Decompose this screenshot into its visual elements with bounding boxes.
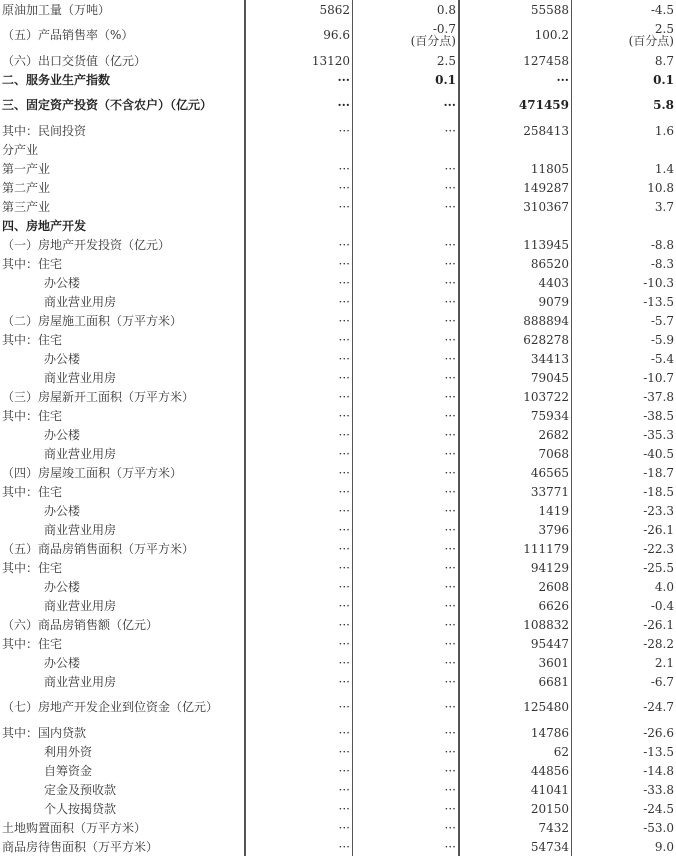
cumulative-growth: -5.7: [650, 313, 674, 328]
cumulative-growth: -0.4: [650, 598, 674, 613]
row-label: 第三产业: [2, 199, 51, 214]
table-row: [0, 330, 676, 349]
month-value: ···: [245, 634, 353, 653]
month-value: ···: [245, 368, 353, 387]
month-growth: ···: [353, 178, 460, 197]
month-growth: [353, 140, 460, 159]
month-value: ···: [245, 89, 353, 121]
cumulative-growth: -26.6: [643, 725, 674, 740]
cumulative-value: 100.2: [459, 19, 572, 51]
month-value: ···: [245, 761, 353, 780]
cumulative-value: 149287: [459, 178, 572, 197]
row-label: 商业营业用房: [44, 674, 117, 689]
month-growth: ···: [353, 235, 460, 254]
month-growth: ···: [353, 653, 460, 672]
row-label: 第一产业: [2, 161, 51, 176]
month-growth: ···: [353, 330, 460, 349]
month-growth: ···: [353, 761, 460, 780]
row-label: 其中：住宅: [2, 484, 63, 499]
cumulative-value: 103722: [459, 387, 572, 406]
month-value: ···: [245, 159, 353, 178]
cumulative-growth: -8.8: [650, 237, 674, 252]
month-value: ···: [245, 235, 353, 254]
table-row: [0, 501, 676, 520]
month-value: ···: [245, 780, 353, 799]
cumulative-growth: 1.6: [654, 123, 674, 138]
month-growth: ···: [353, 691, 460, 723]
table-row: [0, 818, 676, 837]
month-growth: ···: [353, 539, 460, 558]
cumulative-value: 4403: [459, 273, 572, 292]
row-label: （五）商品房销售面积（万平方米）: [2, 541, 195, 556]
table-row: [0, 615, 676, 634]
cumulative-value: 2608: [459, 577, 572, 596]
month-growth: ···: [353, 501, 460, 520]
cumulative-growth: -8.3: [650, 256, 674, 271]
row-label: （三）房屋新开工面积（万平方米）: [2, 389, 195, 404]
month-growth: ···: [353, 406, 460, 425]
row-label: 其中：住宅: [2, 560, 63, 575]
table-row: [0, 254, 676, 273]
row-label: 其中：民间投资: [2, 123, 87, 138]
table-row: [0, 463, 676, 482]
month-growth: ···: [353, 482, 460, 501]
row-label: 商业营业用房: [44, 522, 117, 537]
cumulative-value: [459, 140, 572, 159]
row-label: 分产业: [2, 142, 39, 157]
month-growth: ···: [353, 634, 460, 653]
month-growth: ···: [353, 520, 460, 539]
row-label: 办公楼: [44, 351, 81, 366]
month-growth: ···: [353, 254, 460, 273]
month-growth: ···: [353, 672, 460, 691]
row-label: 二、服务业生产指数: [2, 72, 111, 87]
month-growth: ···: [353, 463, 460, 482]
table-row: [0, 406, 676, 425]
month-growth: ···: [353, 121, 460, 140]
month-value: ···: [245, 742, 353, 761]
cumulative-growth-unit: (百分点): [628, 34, 674, 48]
table-row: [0, 761, 676, 780]
cumulative-growth: -4.5: [650, 2, 674, 17]
month-value: ···: [245, 539, 353, 558]
cumulative-value: 79045: [459, 368, 572, 387]
month-value: ···: [245, 273, 353, 292]
table-row: [0, 159, 676, 178]
table-row: [0, 349, 676, 368]
month-value: ···: [245, 444, 353, 463]
month-value: ···: [245, 311, 353, 330]
cumulative-value: 258413: [459, 121, 572, 140]
cumulative-value: 11805: [459, 159, 572, 178]
table-row: [0, 799, 676, 818]
table-row: [0, 780, 676, 799]
cumulative-growth: [572, 216, 676, 235]
table-row: [0, 723, 676, 742]
cumulative-growth: -18.7: [643, 465, 674, 480]
table-row: [0, 425, 676, 444]
cumulative-value: 54734: [459, 837, 572, 856]
row-label: 原油加工量（万吨）: [2, 2, 111, 17]
cumulative-value: 3796: [459, 520, 572, 539]
table-row: [0, 742, 676, 761]
cumulative-growth: -14.8: [643, 763, 674, 778]
row-label: 办公楼: [44, 275, 81, 290]
month-value: ···: [245, 121, 353, 140]
cumulative-growth: -25.5: [643, 560, 674, 575]
table-row: [0, 273, 676, 292]
month-value: ···: [245, 596, 353, 615]
month-growth: ···: [353, 723, 460, 742]
cumulative-growth: 10.8: [647, 180, 674, 195]
cumulative-growth: -6.7: [650, 674, 674, 689]
month-value: ···: [245, 197, 353, 216]
month-value: ···: [245, 254, 353, 273]
month-value: 5862: [245, 0, 353, 19]
month-growth: ···: [353, 818, 460, 837]
cumulative-growth: -10.3: [643, 275, 674, 290]
cumulative-value: 628278: [459, 330, 572, 349]
cumulative-value: 95447: [459, 634, 572, 653]
row-label: 第二产业: [2, 180, 51, 195]
row-label: 自筹资金: [44, 763, 93, 778]
cumulative-growth: -37.8: [643, 389, 674, 404]
cumulative-value: 7068: [459, 444, 572, 463]
cumulative-value: 46565: [459, 463, 572, 482]
month-growth: ···: [353, 425, 460, 444]
month-growth: ···: [353, 273, 460, 292]
cumulative-value: 9079: [459, 292, 572, 311]
cumulative-value: 888894: [459, 311, 572, 330]
month-value: ···: [245, 387, 353, 406]
cumulative-value: 125480: [459, 691, 572, 723]
month-growth: ···: [353, 311, 460, 330]
row-label: （七）房地产开发企业到位资金（亿元）: [2, 700, 219, 714]
row-label: 其中：住宅: [2, 408, 63, 423]
table-row: [0, 216, 676, 235]
row-label: 其中：住宅: [2, 332, 63, 347]
row-label: 商业营业用房: [44, 370, 117, 385]
cumulative-growth: 2.1: [654, 655, 674, 670]
cumulative-growth: -5.4: [650, 351, 674, 366]
month-value: ···: [245, 178, 353, 197]
month-growth: [353, 19, 460, 51]
cumulative-value: 41041: [459, 780, 572, 799]
cumulative-value: 113945: [459, 235, 572, 254]
cumulative-growth: -22.3: [643, 541, 674, 556]
table-row: [0, 672, 676, 691]
cumulative-value: 44856: [459, 761, 572, 780]
cumulative-growth: -23.3: [643, 503, 674, 518]
cumulative-value: 75934: [459, 406, 572, 425]
month-value: 13120: [245, 51, 353, 70]
row-label: 土地购置面积（万平方米）: [2, 820, 147, 835]
month-growth: ···: [353, 387, 460, 406]
table-row: [0, 653, 676, 672]
row-label: （六）出口交货值（亿元）: [2, 53, 147, 68]
row-label: 其中：住宅: [2, 256, 63, 271]
month-growth: [353, 216, 460, 235]
month-value: ···: [245, 837, 353, 856]
table-row: [0, 444, 676, 463]
cumulative-value: 108832: [459, 615, 572, 634]
month-value: ···: [245, 672, 353, 691]
cumulative-value: 62: [459, 742, 572, 761]
table-row: [0, 634, 676, 653]
month-growth: 0.8: [353, 0, 460, 19]
cumulative-growth: 0.1: [653, 72, 674, 87]
month-growth: ···: [353, 444, 460, 463]
cumulative-value: 20150: [459, 799, 572, 818]
table-row: [0, 197, 676, 216]
table-row: [0, 558, 676, 577]
row-label: （五）产品销售率（%）: [2, 28, 134, 42]
month-value: ···: [245, 615, 353, 634]
month-value: ···: [245, 653, 353, 672]
cumulative-value: 55588: [459, 0, 572, 19]
table-row: [0, 19, 676, 51]
table-row: [0, 596, 676, 615]
table-row: [0, 235, 676, 254]
cumulative-growth-value: 2.5: [654, 22, 674, 36]
row-label: 办公楼: [44, 655, 81, 670]
row-label: （六）商品房销售额（亿元）: [2, 617, 159, 632]
month-value: ···: [245, 330, 353, 349]
cumulative-value: 14786: [459, 723, 572, 742]
row-label: 利用外资: [44, 744, 93, 759]
cumulative-growth: -5.9: [650, 332, 674, 347]
row-label: 三、固定资产投资（不含农户）（亿元）: [2, 98, 213, 112]
row-label: 办公楼: [44, 427, 81, 442]
cumulative-growth: -26.1: [643, 617, 674, 632]
month-growth: ···: [353, 742, 460, 761]
cumulative-value: 33771: [459, 482, 572, 501]
cumulative-value: 7432: [459, 818, 572, 837]
row-label: 办公楼: [44, 503, 81, 518]
cumulative-growth: -10.7: [643, 370, 674, 385]
month-growth: ···: [353, 577, 460, 596]
month-value: ···: [245, 577, 353, 596]
row-label: 定金及预收款: [44, 782, 117, 797]
cumulative-growth: -13.5: [643, 744, 674, 759]
month-value: ···: [245, 349, 353, 368]
table-row: [0, 691, 676, 723]
cumulative-growth: 3.7: [654, 199, 674, 214]
table-row: [0, 311, 676, 330]
month-value: ···: [245, 520, 353, 539]
cumulative-growth: -13.5: [643, 294, 674, 309]
cumulative-growth: -33.8: [643, 782, 674, 797]
cumulative-growth: -28.2: [643, 636, 674, 651]
month-growth: ···: [353, 159, 460, 178]
month-value: [245, 216, 353, 235]
cumulative-growth: -24.5: [643, 801, 674, 816]
month-growth: ···: [353, 799, 460, 818]
cumulative-value: 86520: [459, 254, 572, 273]
table-row: [0, 140, 676, 159]
month-value: 96.6: [245, 19, 353, 51]
row-label: 商业营业用房: [44, 294, 117, 309]
month-growth-value: -0.7: [432, 22, 456, 36]
row-label: 个人按揭贷款: [44, 801, 117, 816]
table-row: [0, 368, 676, 387]
month-value: ···: [245, 463, 353, 482]
table-row: [0, 292, 676, 311]
cumulative-growth: -26.1: [643, 522, 674, 537]
row-label: 商业营业用房: [44, 446, 117, 461]
cumulative-value: 6626: [459, 596, 572, 615]
cumulative-growth: -18.5: [643, 484, 674, 499]
month-value: ···: [245, 406, 353, 425]
month-growth: ···: [353, 558, 460, 577]
table-row: [0, 0, 676, 19]
row-label: （二）房屋施工面积（万平方米）: [2, 313, 183, 328]
cumulative-growth: 4.0: [654, 579, 674, 594]
cumulative-value: 34413: [459, 349, 572, 368]
cumulative-growth: 5.8: [653, 98, 674, 112]
cumulative-value: 471459: [459, 89, 572, 121]
cumulative-growth: 9.0: [654, 839, 674, 854]
cumulative-value: ···: [459, 70, 572, 89]
cumulative-value: 1419: [459, 501, 572, 520]
table-row: [0, 482, 676, 501]
month-growth: ···: [353, 615, 460, 634]
month-value: ···: [245, 691, 353, 723]
table-row: [0, 539, 676, 558]
cumulative-value: 310367: [459, 197, 572, 216]
cumulative-growth: -35.3: [643, 427, 674, 442]
row-label: （四）房屋竣工面积（万平方米）: [2, 465, 183, 480]
table-row: [0, 520, 676, 539]
cumulative-growth: -40.5: [643, 446, 674, 461]
cumulative-value: 2682: [459, 425, 572, 444]
month-growth: ···: [353, 368, 460, 387]
cumulative-growth: -38.5: [643, 408, 674, 423]
table-row: [0, 837, 676, 856]
table-row: [0, 577, 676, 596]
cumulative-growth: [572, 140, 676, 159]
month-growth: ···: [353, 349, 460, 368]
cumulative-value: 127458: [459, 51, 572, 70]
cumulative-value: 3601: [459, 653, 572, 672]
month-growth-unit: (百分点): [410, 34, 456, 48]
month-value: ···: [245, 799, 353, 818]
month-growth: ···: [353, 197, 460, 216]
cumulative-growth: 8.7: [654, 53, 674, 68]
cumulative-value: [459, 216, 572, 235]
cumulative-value: 94129: [459, 558, 572, 577]
month-growth: ···: [353, 596, 460, 615]
table-row: [0, 70, 676, 89]
cumulative-growth: -53.0: [643, 820, 674, 835]
row-label: 办公楼: [44, 579, 81, 594]
month-value: ···: [245, 70, 353, 89]
month-value: ···: [245, 425, 353, 444]
row-label: 其中：国内贷款: [2, 725, 87, 740]
cumulative-growth: -24.7: [643, 700, 674, 714]
month-growth: ···: [353, 837, 460, 856]
month-value: ···: [245, 292, 353, 311]
month-value: ···: [245, 501, 353, 520]
month-growth: ···: [353, 89, 460, 121]
table-row: [0, 51, 676, 70]
row-label: 四、房地产开发: [2, 218, 87, 233]
cumulative-growth: [572, 19, 676, 51]
table-row: [0, 121, 676, 140]
month-growth: ···: [353, 780, 460, 799]
month-growth: ···: [353, 292, 460, 311]
table-row: [0, 89, 676, 121]
month-value: ···: [245, 558, 353, 577]
month-value: [245, 140, 353, 159]
table-row: [0, 178, 676, 197]
row-label: 商品房待售面积（万平方米）: [2, 839, 159, 854]
row-label: 其中：住宅: [2, 636, 63, 651]
month-growth: 2.5: [353, 51, 460, 70]
month-value: ···: [245, 818, 353, 837]
month-growth: 0.1: [353, 70, 460, 89]
month-value: ···: [245, 723, 353, 742]
table-row: [0, 387, 676, 406]
row-label: 商业营业用房: [44, 598, 117, 613]
month-value: ···: [245, 482, 353, 501]
cumulative-value: 111179: [459, 539, 572, 558]
cumulative-value: 6681: [459, 672, 572, 691]
row-label: （一）房地产开发投资（亿元）: [2, 237, 171, 252]
cumulative-growth: 1.4: [654, 161, 674, 176]
